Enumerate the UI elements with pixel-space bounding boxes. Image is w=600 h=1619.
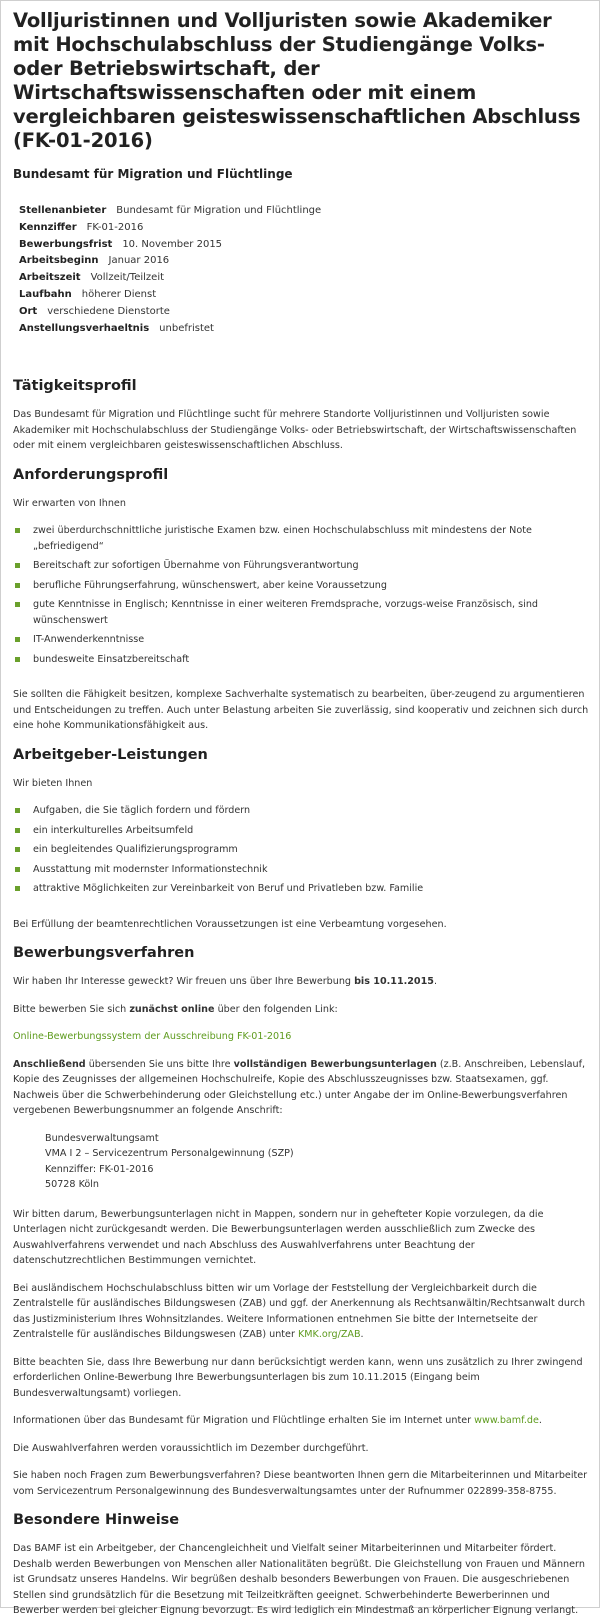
meta-label: Stellenanbieter <box>19 205 107 216</box>
section-heading-bewerbungsverfahren: Bewerbungsverfahren <box>13 945 195 962</box>
address-line: VMA I 2 – Servicezentrum Personalgewinnung (SZP) <box>45 1148 294 1160</box>
list-item: attraktive Möglichkeiten zur Vereinbarkeit von Beruf und Privatleben bzw. Familie <box>13 881 589 897</box>
mappen-text: Wir bitten darum, Bewerbungsunterlagen nicht in Mappen, sondern nur in gehefteter Kopie vorzulegen, da die Unterlagen nicht zurückgesandt werden. Die Bewerbungsunterlagen werden ausschließlich zum Zwecke des Auswahlverfahrens verwendet und nach Abschluss des Auswahlverfahrens unter Beachtung der datenschutzrechtlichen Bestimmungen vernichtet. <box>13 1208 544 1267</box>
meta-value: unbefristet <box>159 322 214 334</box>
beachten-text: Bitte beachten Sie, dass Ihre Bewerbung nur dann berücksichtigt werden kann, wenn uns zusätzlich zu Ihrer zwingend erforderlichen Online-Bewerbung Ihre Bewerbungsunterlagen bis zum 10.11.2015 (Eingang beim Bundesverwaltungsamt) vorliegen. <box>13 1356 583 1399</box>
unterlagen-text <box>13 1057 589 1119</box>
informationen-text <box>13 1413 589 1429</box>
list-item: Ausstattung mit modernster Informationstechnik <box>13 862 589 878</box>
text-span: Bitte bewerben Sie sich <box>13 1003 130 1015</box>
list-item: bundesweite Einsatzbereitschaft <box>13 652 589 668</box>
list-item: Aufgaben, die Sie täglich fordern und fördern <box>13 803 589 819</box>
meta-value: verschiedene Dienstorte <box>47 305 170 317</box>
text-span: . <box>360 1329 364 1341</box>
section-heading-arbeitgeber-leistungen: Arbeitgeber-Leistungen <box>13 746 208 763</box>
fragen-text: Sie haben noch Fragen zum Bewerbungsverfahren? Diese beantworten Ihnen gern die Mitarbeiterinnen und Mitarbeiter vom Servicezentrum Personalgewinnung des Bundesverwaltungsamtes unter der Rufnummer 022899-358-8755. <box>13 1470 588 1497</box>
text-span: Wir haben Ihr Interesse geweckt? Wir freuen uns über Ihre Bewerbung <box>13 976 355 988</box>
postal-address <box>13 1131 589 1193</box>
list-item: ein interkulturelles Arbeitsumfeld <box>13 823 589 839</box>
hinweise-text: Das BAMF ist ein Arbeitgeber, der Chancengleichheit und Vielfalt seiner Mitarbeiterinnen und Mitarbeiter fördert. Deshalb werden Bewerbungen von Menschen aller Nationalitäten begrüßt. Die Gleichstellung von Frauen und Männern ist Grundsatz unseres Handelns. Wir begrüßen deshalb besonders Bewerbungen von Frauen. Die ausgeschriebenen Stellen sind grundsätzlich für die Besetzung mit Teilzeitkräften geeignet. Schwerbehinderte Bewerberinnen und Bewerber werden bei gleicher Eignung bevorzugt. Es wird lediglich ein Mindestmaß an körperlicher Eignung verlangt. <box>13 1543 585 1617</box>
list-item: gute Kenntnisse in Englisch; Kenntnisse in einer weiteren Fremdsprache, vorzugs-weise Französisch, sind wünschenswert <box>13 597 589 628</box>
meta-label: Arbeitsbeginn <box>19 255 99 267</box>
list-item: berufliche Führungserfahrung, wünschenswert, aber keine Voraussetzung <box>13 578 589 594</box>
meta-row <box>19 253 589 270</box>
meta-label: Arbeitszeit <box>19 272 81 284</box>
meta-label: Anstellungsverhaeltnis <box>19 322 150 334</box>
meta-value: Vollzeit/Teilzeit <box>90 272 165 284</box>
address-line: Bundesverwaltungsamt <box>45 1132 159 1144</box>
meta-label: Laufbahn <box>19 288 72 300</box>
section-heading-besondere-hinweise: Besondere Hinweise <box>13 1512 180 1529</box>
meta-label: Kennziffer <box>19 221 77 233</box>
text-span: Informationen über das Bundesamt für Migration und Flüchtlinge erhalten Sie im Internet unter <box>13 1415 475 1427</box>
employer-name: Bundesamt für Migration und Flüchtlinge <box>13 167 293 181</box>
meta-row <box>19 304 589 321</box>
meta-value: höherer Dienst <box>81 288 157 300</box>
anforderungsprofil-outro: Sie sollten die Fähigkeit besitzen, komplexe Sachverhalte systematisch zu bearbeiten, über-zeugend zu argumentieren und Entscheidungen zu treffen. Auch unter Belastung arbeiten Sie zuverlässig, sind kooperativ und zeichnen sich durch eine hohe Kommunikationsfähigkeit aus. <box>13 689 589 732</box>
bamf-link[interactable]: www.bamf.de <box>474 1415 539 1427</box>
meta-row <box>19 321 589 338</box>
address-line: 50728 Köln <box>45 1179 99 1191</box>
text-span: übersenden Sie uns bitte Ihre <box>85 1058 234 1070</box>
auswahlverfahren-text: Die Auswahlverfahren werden voraussichtlich im Dezember durchgeführt. <box>13 1442 369 1454</box>
anforderungsprofil-list <box>13 523 589 667</box>
list-item: IT-Anwenderkenntnisse <box>13 632 589 648</box>
deadline-bold: bis 10.11.2015 <box>354 976 434 988</box>
bewerbung-online-text <box>13 1002 589 1018</box>
text-span: . <box>433 976 438 988</box>
address-line: Kennziffer: FK-01-2016 <box>45 1163 154 1175</box>
online-bold: zunächst online <box>129 1003 215 1015</box>
text-span: (z.B. Anschreiben, Lebenslauf, Kopie des Zeugnisses der allgemeinen Hochschulreife, Kopie des Abschlusszeugnisses bzw. Staatsexamen, ggf. Nachweis über die Schwerbehinderung oder Gleichstellung etc.) unter Angabe der im Online-Bewerbungsverfahren vergebenen Bewerbungsnummer an folgende Anschrift: <box>13 1058 586 1117</box>
bewerbung-deadline-text <box>13 974 589 990</box>
section-heading-anforderungsprofil: Anforderungsprofil <box>13 466 169 483</box>
anforderungsprofil-intro: Wir erwarten von Ihnen <box>13 497 126 509</box>
meta-label: Ort <box>19 305 38 317</box>
meta-label: Bewerbungsfrist <box>19 238 113 250</box>
meta-row <box>19 220 589 237</box>
leistungen-list <box>13 803 589 897</box>
job-title: Volljuristinnen und Volljuristen sowie Akademiker mit Hochschulabschluss der Studiengänge Volks- oder Betriebswirtschaft, der Wirtschaftswissenschaften oder mit einem vergleichbaren geisteswissenschaftlichen Abschluss (FK-01-2016) <box>13 9 581 152</box>
online-link-paragraph <box>13 1029 589 1045</box>
text-span: über den folgenden Link: <box>214 1003 338 1015</box>
auslaendisch-text <box>13 1281 589 1343</box>
text-bold: Anschließend <box>13 1058 86 1070</box>
list-item: zwei überdurchschnittliche juristische Examen bzw. einen Hochschulabschluss mit mindestens der Note „befriedigend“ <box>13 523 589 554</box>
meta-row <box>19 237 589 254</box>
list-item: ein begleitendes Qualifizierungsprogramm <box>13 842 589 858</box>
text-span: Bei ausländischem Hochschulabschluss bitten wir um Vorlage der Feststellung der Vergleichbarkeit durch die Zentralstelle für ausländisches Bildungswesen (ZAB) und ggf. der Anerkennung als Rechtsanwältin/Rechtsanwalt durch das Justizministerium Ihres Wohnsitzlandes. Weitere Informationen entnehmen Sie bitte der Internetseite der Zentralstelle für ausländisches Bildungswesen (ZAB) unter <box>13 1282 586 1341</box>
meta-row <box>19 270 589 287</box>
meta-row <box>19 203 589 220</box>
text-span: . <box>538 1415 542 1427</box>
meta-value: FK-01-2016 <box>86 221 144 233</box>
meta-value: Bundesamt für Migration und Flüchtlinge <box>116 205 322 216</box>
meta-row <box>19 287 589 304</box>
online-bewerbung-link[interactable]: Online-Bewerbungssystem der Ausschreibung FK-01-2016 <box>13 1031 292 1043</box>
zab-link[interactable]: KMK.org/ZAB <box>297 1329 361 1341</box>
leistungen-intro: Wir bieten Ihnen <box>13 777 93 789</box>
job-meta <box>13 203 589 337</box>
leistungen-outro: Bei Erfüllung der beamtenrechtlichen Voraussetzungen ist eine Verbeamtung vorgesehen. <box>13 918 447 930</box>
list-item: Bereitschaft zur sofortigen Übernahme von Führungsverantwortung <box>13 558 589 574</box>
meta-value: Januar 2016 <box>108 255 170 267</box>
taetigkeitsprofil-text: Das Bundesamt für Migration und Flüchtlinge sucht für mehrere Standorte Volljuristinnen und Volljuristen sowie Akademiker mit Hochschulabschluss der Studiengänge Volks- oder Betriebswirtschaft, der Wirtschaftswissenschaften oder mit einem vergleichbaren geisteswissenschaftlichen Abschluss. <box>13 409 577 452</box>
section-heading-taetigkeitsprofil: Tätigkeitsprofil <box>13 378 137 395</box>
meta-value: 10. November 2015 <box>122 238 223 250</box>
text-bold: vollständigen Bewerbungsunterlagen <box>233 1058 437 1070</box>
